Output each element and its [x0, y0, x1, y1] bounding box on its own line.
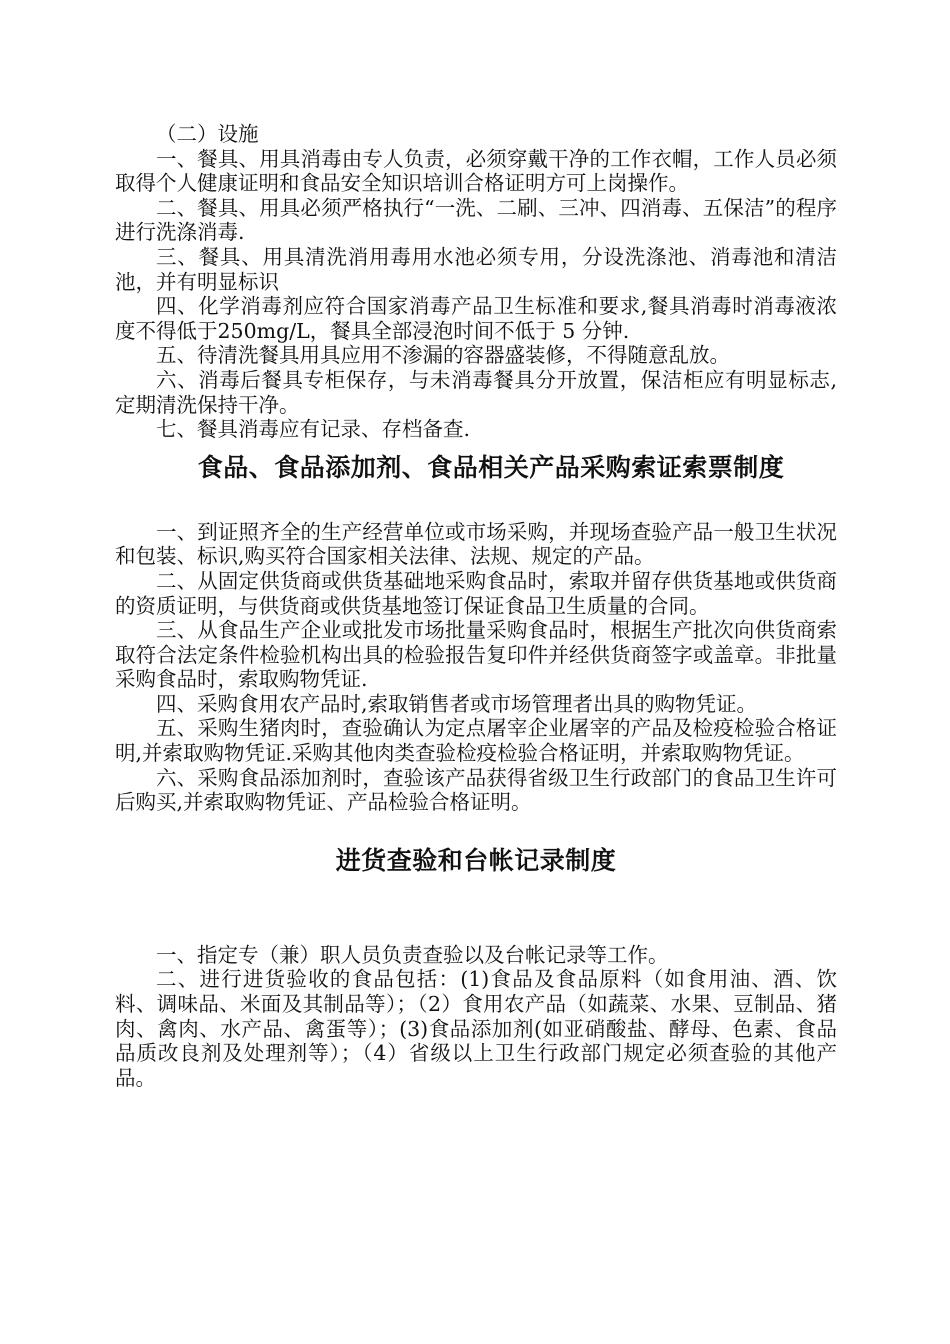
paragraph: 四、采购食用农产品时,索取销售者或市场管理者出具的购物凭证。 — [156, 691, 758, 716]
section-label: （二）设施 — [156, 122, 259, 146]
section-facilities — [115, 122, 837, 442]
section-procurement — [115, 520, 837, 815]
paragraph: 一、到证照齐全的生产经营单位或市场采购，并现场查验产品一般卫生状况和包装、标识,购买符合国家相关法律、法规、规定的产品。 — [115, 519, 837, 569]
section-heading: 进货查验和台帐记录制度 — [335, 845, 617, 875]
paragraph: 二、餐具、用具必须严格执行“一洗、二刷、三冲、四消毒、五保洁”的程序进行洗涤消毒. — [115, 195, 837, 245]
paragraph: 六、消毒后餐具专柜保存，与未消毒餐具分开放置，保洁柜应有明显标志,定期清洗保持干净。 — [115, 367, 837, 417]
section-inspection — [115, 943, 837, 1091]
paragraph: 三、餐具、用具清洗消用毒用水池必须专用，分设洗涤池、消毒池和清洁池，并有明显标识 — [115, 244, 837, 294]
paragraph: 三、从食品生产企业或批发市场批量采购食品时，根据生产批次向供货商索取符合法定条件检验机构出具的检验报告复印件并经供货商签字或盖章。非批量采购食品时，索取购物凭证. — [115, 618, 837, 692]
paragraph: 七、餐具消毒应有记录、存档备查. — [156, 417, 471, 442]
paragraph: 一、餐具、用具消毒由专人负责，必须穿戴干净的工作衣帽，工作人员必须取得个人健康证明和食品安全知识培训合格证明方可上岗操作。 — [115, 146, 837, 196]
paragraph: 二、进行进货验收的食品包括：(1)食品及食品原料（如食用油、酒、饮料、调味品、米面及其制品等）；（2）食用农产品（如蔬菜、水果、豆制品、猪肉、禽肉、水产品、禽蛋等）；(3)食品添加剂(如亚硝酸盐、酵母、色素、食品品质改良剂及处理剂等）；（4）省级以上卫生行政部门规定必须查验的其他产品。 — [115, 967, 837, 1090]
paragraph: 一、指定专（兼）职人员负责查验以及台帐记录等工作。 — [156, 942, 669, 967]
paragraph: 六、采购食品添加剂时，查验该产品获得省级卫生行政部门的食品卫生许可后购买,并索取购物凭证、产品检验合格证明。 — [115, 765, 837, 815]
document-page — [115, 122, 837, 1090]
paragraph: 五、待清洗餐具用具应用不渗漏的容器盛装修，不得随意乱放。 — [156, 343, 730, 368]
paragraph: 二、从固定供货商或供货基础地采购食品时，索取并留存供货基地或供货商的资质证明，与供货商或供货基地签订保证食品卫生质量的合同。 — [115, 568, 837, 618]
paragraph: 五、采购生猪肉时，查验确认为定点屠宰企业屠宰的产品及检疫检验合格证明,并索取购物凭证.采购其他肉类查验检疫检验合格证明，并索取购物凭证。 — [115, 716, 837, 766]
paragraph: 四、化学消毒剂应符合国家消毒产品卫生标准和要求,餐具消毒时消毒液浓度不得低于250mg/L，餐具全部浸泡时间不低于 5 分钟. — [115, 294, 837, 343]
section-heading: 食品、食品添加剂、食品相关产品采购索证索票制度 — [197, 452, 785, 482]
